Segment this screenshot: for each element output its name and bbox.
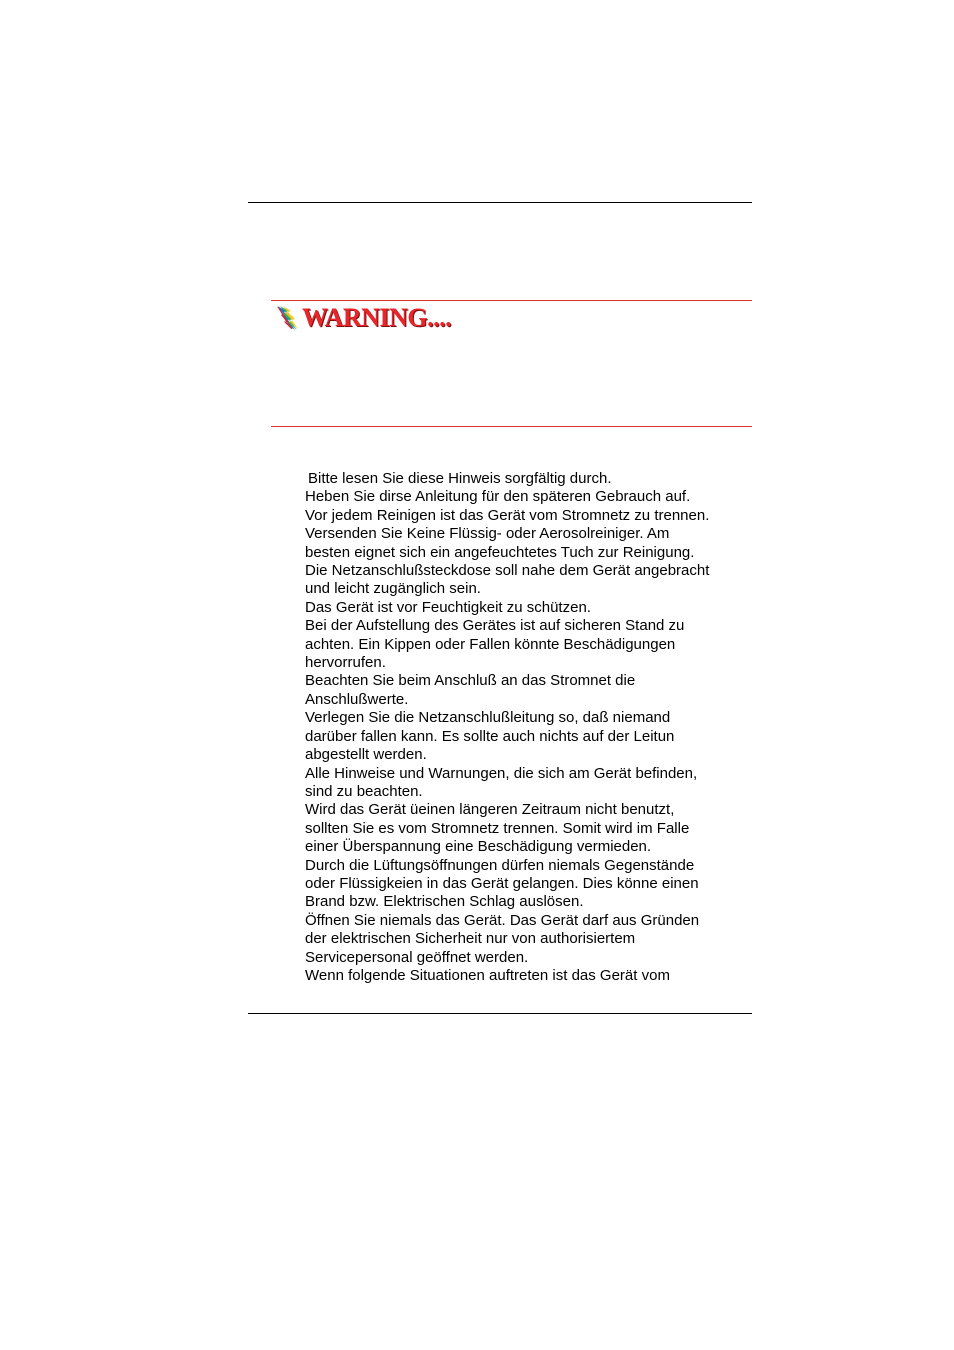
instruction-line: sollten Sie es vom Stromnetz trennen. Somit wird im Falle xyxy=(305,819,690,837)
warning-top-rule xyxy=(271,300,752,301)
instruction-line: Durch die Lüftungsöffnungen dürfen niemals Gegenstände xyxy=(305,856,695,874)
instruction-line: Verlegen Sie die Netzanschlußleitung so, daß niemand xyxy=(305,709,671,727)
instruction-line: der elektrischen Sicherheit nur von authorisiertem xyxy=(305,930,636,948)
instruction-line: Heben Sie dirse Anleitung für den späteren Gebrauch auf. xyxy=(305,488,691,506)
instruction-line: Die Netzanschlußsteckdose soll nahe dem Gerät angebracht xyxy=(305,562,710,580)
warning-title: WARNING.... xyxy=(302,303,452,332)
instruction-line: Beachten Sie beim Anschluß an das Stromnet die xyxy=(305,672,636,690)
instruction-line: Bitte lesen Sie diese Hinweis sorgfältig durch. xyxy=(308,470,612,487)
instruction-line: achten. Ein Kippen oder Fallen könnte Beschädigungen xyxy=(305,635,676,653)
instruction-line: Versenden Sie Keine Flüssig- oder Aerosolreiniger. Am xyxy=(305,525,670,543)
instruction-line: besten eignet sich ein angefeuchtetes Tuch zur Reinigung. xyxy=(305,543,695,561)
instruction-line: Anschlußwerte. xyxy=(305,690,409,708)
instruction-line: hervorrufen. xyxy=(305,654,386,672)
instruction-line: Das Gerät ist vor Feuchtigkeit zu schützen. xyxy=(305,598,591,616)
instruction-line: Vor jedem Reinigen ist das Gerät vom Stromnetz zu trennen. xyxy=(305,506,710,524)
instruction-line: Servicepersonal geöffnet werden. xyxy=(305,948,529,966)
instruction-line: abgestellt werden. xyxy=(305,746,427,764)
safety-instructions xyxy=(305,470,745,985)
bottom-divider xyxy=(248,1013,752,1014)
instruction-line: Brand bzw. Elektrischen Schlag auslösen. xyxy=(305,893,584,911)
instruction-line: darüber fallen kann. Es sollte auch nichts auf der Leitun xyxy=(305,727,675,745)
instruction-line: Bei der Aufstellung des Gerätes ist auf sicheren Stand zu xyxy=(305,617,685,635)
instruction-line: oder Flüssigkeien in das Gerät gelangen. Dies könne einen xyxy=(305,874,699,892)
rainbow-lightning-icon xyxy=(275,305,299,331)
top-divider xyxy=(248,202,752,203)
instruction-line: sind zu beachten. xyxy=(305,782,423,800)
warning-bottom-rule xyxy=(271,426,752,427)
instruction-line: Wird das Gerät üeinen längeren Zeitraum nicht benutzt, xyxy=(305,801,675,819)
instruction-line: Öffnen Sie niemals das Gerät. Das Gerät darf aus Gründen xyxy=(305,911,700,929)
instruction-line: Wenn folgende Situationen auftreten ist das Gerät vom xyxy=(305,966,670,984)
instruction-line: Alle Hinweise und Warnungen, die sich am Gerät befinden, xyxy=(305,764,698,782)
instruction-line: und leicht zugänglich sein. xyxy=(305,580,481,598)
instruction-line: einer Überspannung eine Beschädigung vermieden. xyxy=(305,838,652,856)
warning-banner xyxy=(275,304,451,332)
